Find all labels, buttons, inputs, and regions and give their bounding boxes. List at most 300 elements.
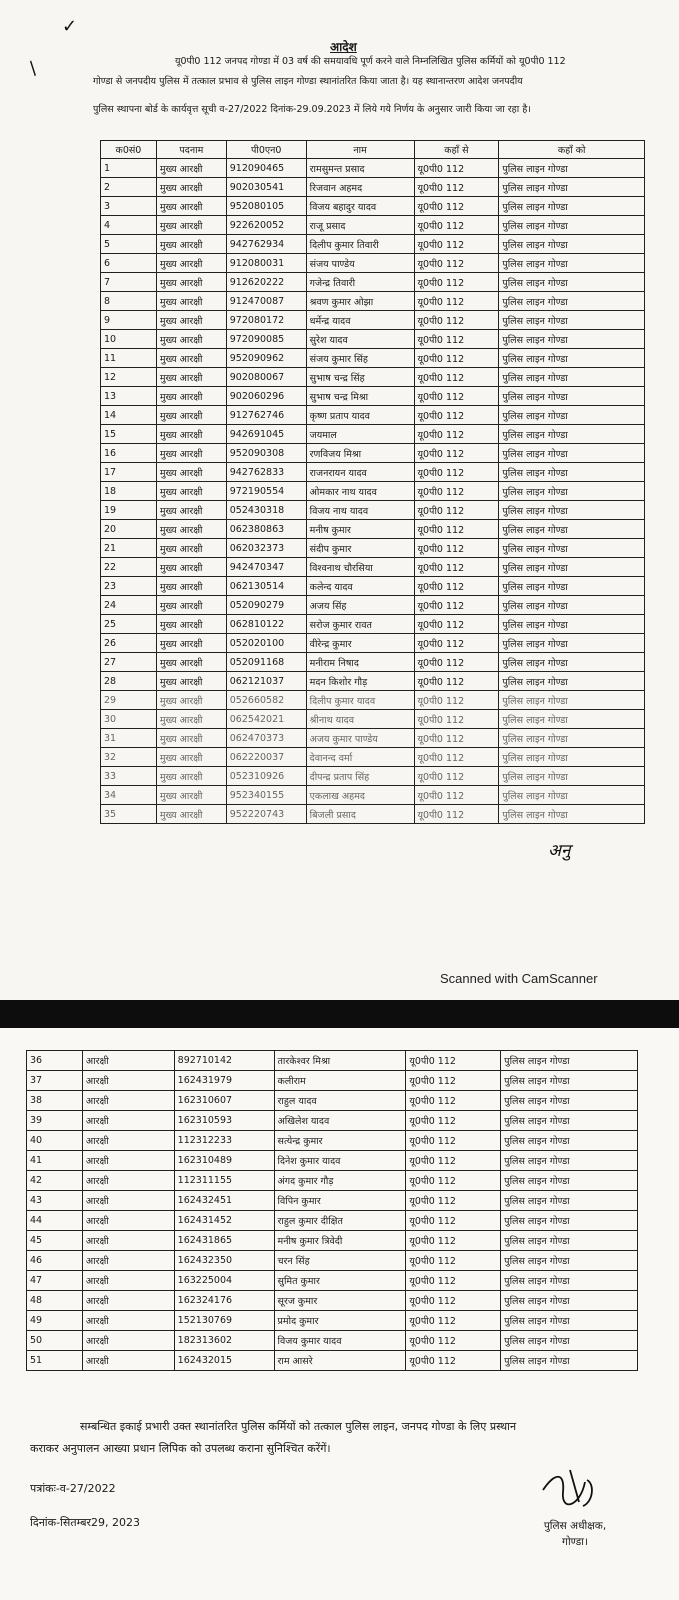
cell-from: यू0पी0 112 — [414, 767, 499, 786]
cell-to: पुलिस लाइन गोण्डा — [499, 482, 645, 501]
cell-from: यू0पी0 112 — [414, 406, 499, 425]
cell-serial: 43 — [27, 1191, 83, 1211]
intro-line-2: गोण्डा से जनपदीय पुलिस में तत्काल प्रभाव से पुलिस लाइन गोण्डा स्थानांतरित किया जाता है। यह स्थानान्तरण आदेश जनपदीय — [93, 76, 523, 87]
cell-serial: 18 — [101, 482, 157, 501]
cell-designation: मुख्य आरक्षी — [156, 330, 226, 349]
cell-serial: 3 — [101, 197, 157, 216]
cell-designation: आरक्षी — [82, 1351, 174, 1371]
table-row — [27, 1131, 638, 1151]
cell-from: यू0पी0 112 — [414, 805, 499, 824]
cell-from: यू0पी0 112 — [406, 1071, 501, 1091]
cell-serial: 39 — [27, 1111, 83, 1131]
cell-from: यू0पी0 112 — [414, 786, 499, 805]
cell-name: देवानन्द वर्मा — [306, 748, 414, 767]
table-row — [101, 292, 645, 311]
cell-from: यू0पी0 112 — [414, 596, 499, 615]
table-row — [27, 1311, 638, 1331]
cell-designation: आरक्षी — [82, 1171, 174, 1191]
cell-designation: मुख्य आरक्षी — [156, 501, 226, 520]
table-row — [101, 653, 645, 672]
cell-designation: आरक्षी — [82, 1211, 174, 1231]
cell-serial: 20 — [101, 520, 157, 539]
cell-from: यू0पी0 112 — [406, 1271, 501, 1291]
cell-name: बिजली प्रसाद — [306, 805, 414, 824]
cell-serial: 35 — [101, 805, 157, 824]
cell-name: सुरेश यादव — [306, 330, 414, 349]
cell-name: राहुल कुमार दीक्षित — [274, 1211, 406, 1231]
table-row — [27, 1151, 638, 1171]
cell-designation: मुख्य आरक्षी — [156, 254, 226, 273]
cell-pno: 052020100 — [226, 634, 306, 653]
cell-from: यू0पी0 112 — [414, 520, 499, 539]
cell-serial: 1 — [101, 159, 157, 178]
cell-serial: 50 — [27, 1331, 83, 1351]
table-row — [27, 1111, 638, 1131]
cell-from: यू0पी0 112 — [414, 235, 499, 254]
cell-name: विजय नाथ यादव — [306, 501, 414, 520]
cell-to: पुलिस लाइन गोण्डा — [501, 1071, 638, 1091]
cell-designation: मुख्य आरक्षी — [156, 311, 226, 330]
cell-pno: 902080067 — [226, 368, 306, 387]
cell-name: सूरज कुमार — [274, 1291, 406, 1311]
cell-designation: आरक्षी — [82, 1271, 174, 1291]
cell-designation: मुख्य आरक्षी — [156, 463, 226, 482]
cell-serial: 23 — [101, 577, 157, 596]
table-row — [101, 368, 645, 387]
closing-line-1: सम्बन्धित इकाई प्रभारी उक्त स्थानांतरित पुलिस कर्मियों को तत्काल पुलिस लाइन, जनपद गोण्डा के लिए प्रस्थान — [80, 1420, 517, 1433]
transfer-table-page2 — [26, 1050, 638, 1371]
cell-from: यू0पी0 112 — [414, 501, 499, 520]
cell-to: पुलिस लाइन गोण्डा — [499, 330, 645, 349]
cell-designation: मुख्य आरक्षी — [156, 634, 226, 653]
cell-from: यू0पी0 112 — [406, 1171, 501, 1191]
table-row — [101, 539, 645, 558]
cell-designation: आरक्षी — [82, 1071, 174, 1091]
cell-pno: 162310489 — [174, 1151, 274, 1171]
table-row — [27, 1211, 638, 1231]
cell-pno: 162431865 — [174, 1231, 274, 1251]
cell-from: यू0पी0 112 — [414, 577, 499, 596]
cell-name: मनीष कुमार त्रिवेदी — [274, 1231, 406, 1251]
order-heading: आदेश — [330, 40, 357, 54]
cell-serial: 42 — [27, 1171, 83, 1191]
cell-serial: 45 — [27, 1231, 83, 1251]
cell-from: यू0पी0 112 — [414, 748, 499, 767]
cell-designation: मुख्य आरक्षी — [156, 159, 226, 178]
cell-pno: 952220743 — [226, 805, 306, 824]
scanner-watermark: Scanned with CamScanner — [440, 971, 598, 986]
cell-to: पुलिस लाइन गोण्डा — [501, 1211, 638, 1231]
cell-designation: आरक्षी — [82, 1111, 174, 1131]
cell-to: पुलिस लाइन गोण्डा — [499, 387, 645, 406]
cell-name: दीपन्द्र प्रताप सिंह — [306, 767, 414, 786]
cell-pno: 062220037 — [226, 748, 306, 767]
table-row — [101, 197, 645, 216]
cell-from: यू0पी0 112 — [414, 634, 499, 653]
page-separator — [0, 1000, 679, 1028]
cell-from: यू0पी0 112 — [414, 273, 499, 292]
cell-from: यू0पी0 112 — [414, 330, 499, 349]
cell-to: पुलिस लाइन गोण्डा — [501, 1191, 638, 1211]
cell-name: चरन सिंह — [274, 1251, 406, 1271]
cell-name: संजय कुमार सिंह — [306, 349, 414, 368]
cell-to: पुलिस लाइन गोण्डा — [501, 1091, 638, 1111]
table-row — [101, 178, 645, 197]
cell-pno: 162324176 — [174, 1291, 274, 1311]
cell-to: पुलिस लाइन गोण्डा — [499, 672, 645, 691]
cell-to: पुलिस लाइन गोण्डा — [499, 349, 645, 368]
cell-designation: मुख्य आरक्षी — [156, 482, 226, 501]
cell-designation: मुख्य आरक्षी — [156, 216, 226, 235]
cell-designation: आरक्षी — [82, 1091, 174, 1111]
cell-serial: 21 — [101, 539, 157, 558]
cell-pno: 942762833 — [226, 463, 306, 482]
table-row — [101, 216, 645, 235]
cell-pno: 052310926 — [226, 767, 306, 786]
cell-name: अजय कुमार पाण्डेय — [306, 729, 414, 748]
cell-name: श्रीनाथ यादव — [306, 710, 414, 729]
intro-line-3: पुलिस स्थापना बोर्ड के कार्यवृत्त सूची व-27/2022 दिनांक-29.09.2023 में लिये गये निर्णय के अनुसार जारी किया जा रहा है। — [93, 104, 531, 115]
cell-to: पुलिस लाइन गोण्डा — [499, 691, 645, 710]
cell-name: मनीष कुमार — [306, 520, 414, 539]
cell-pno: 062470373 — [226, 729, 306, 748]
cell-designation: मुख्य आरक्षी — [156, 406, 226, 425]
table-row — [27, 1071, 638, 1091]
cell-name: कृष्ण प्रताप यादव — [306, 406, 414, 425]
cell-name: धर्मेन्द्र यादव — [306, 311, 414, 330]
cell-to: पुलिस लाइन गोण्डा — [499, 710, 645, 729]
table-row — [27, 1331, 638, 1351]
cell-from: यू0पी0 112 — [406, 1311, 501, 1331]
cell-serial: 38 — [27, 1091, 83, 1111]
cell-serial: 15 — [101, 425, 157, 444]
cell-designation: आरक्षी — [82, 1051, 174, 1071]
cell-from: यू0पी0 112 — [406, 1051, 501, 1071]
cell-to: पुलिस लाइन गोण्डा — [499, 406, 645, 425]
cell-serial: 12 — [101, 368, 157, 387]
cell-designation: मुख्य आरक्षी — [156, 805, 226, 824]
cell-pno: 052091168 — [226, 653, 306, 672]
cell-serial: 49 — [27, 1311, 83, 1331]
intro-line-1: यू0पी0 112 जनपद गोण्डा में 03 वर्ष की समयावधि पूर्ण करने वाले निम्नलिखित पुलिस कर्मियों को यू0पी0 112 — [175, 56, 566, 67]
table-row — [101, 387, 645, 406]
cell-name: मदन किशोर गौड़ — [306, 672, 414, 691]
table-row — [101, 577, 645, 596]
cell-name: संजय पाण्डेय — [306, 254, 414, 273]
cell-pno: 912620222 — [226, 273, 306, 292]
cell-serial: 19 — [101, 501, 157, 520]
cell-from: यू0पी0 112 — [414, 159, 499, 178]
cell-from: यू0पी0 112 — [414, 349, 499, 368]
cell-name: दिलीप कुमार यादव — [306, 691, 414, 710]
cell-from: यू0पी0 112 — [406, 1111, 501, 1131]
cell-pno: 162432015 — [174, 1351, 274, 1371]
cell-from: यू0पी0 112 — [406, 1211, 501, 1231]
cell-to: पुलिस लाइन गोण्डा — [499, 463, 645, 482]
cell-name: संदीप कुमार — [306, 539, 414, 558]
table-row — [27, 1291, 638, 1311]
cell-from: यू0पी0 112 — [406, 1231, 501, 1251]
cell-to: पुलिस लाइन गोण्डा — [501, 1051, 638, 1071]
cell-to: पुलिस लाइन गोण्डा — [501, 1111, 638, 1131]
header-from: कहाँ से — [414, 141, 499, 159]
cell-to: पुलिस लाइन गोण्डा — [499, 653, 645, 672]
cell-designation: मुख्य आरक्षी — [156, 178, 226, 197]
cell-name: मनीराम निषाद — [306, 653, 414, 672]
cell-pno: 162432451 — [174, 1191, 274, 1211]
cell-from: यू0पी0 112 — [406, 1291, 501, 1311]
cell-serial: 51 — [27, 1351, 83, 1371]
cell-to: पुलिस लाइन गोण्डा — [499, 444, 645, 463]
cell-name: तारकेश्वर मिश्रा — [274, 1051, 406, 1071]
cell-from: यू0पी0 112 — [414, 387, 499, 406]
cell-to: पुलिस लाइन गोण्डा — [501, 1171, 638, 1191]
cell-to: पुलिस लाइन गोण्डा — [499, 368, 645, 387]
cell-to: पुलिस लाइन गोण्डा — [501, 1291, 638, 1311]
table-row — [101, 805, 645, 824]
cell-serial: 36 — [27, 1051, 83, 1071]
cell-pno: 952340155 — [226, 786, 306, 805]
table-row — [101, 634, 645, 653]
cell-designation: मुख्य आरक्षी — [156, 273, 226, 292]
cell-name: अखिलेश यादव — [274, 1111, 406, 1131]
cell-from: यू0पी0 112 — [414, 216, 499, 235]
cell-pno: 912762746 — [226, 406, 306, 425]
signatory-title: पुलिस अधीक्षक, — [543, 1520, 607, 1532]
table-row — [101, 748, 645, 767]
cell-to: पुलिस लाइन गोण्डा — [499, 311, 645, 330]
cell-from: यू0पी0 112 — [414, 615, 499, 634]
cell-name: सरोज कुमार रावत — [306, 615, 414, 634]
cell-to: पुलिस लाइन गोण्डा — [501, 1271, 638, 1291]
cell-to: पुलिस लाइन गोण्डा — [499, 539, 645, 558]
cell-serial: 30 — [101, 710, 157, 729]
cell-name: विश्वनाथ चौरसिया — [306, 558, 414, 577]
cell-designation: मुख्य आरक्षी — [156, 539, 226, 558]
cell-designation: मुख्य आरक्षी — [156, 710, 226, 729]
cell-from: यू0पी0 112 — [406, 1251, 501, 1271]
cell-from: यू0पी0 112 — [406, 1191, 501, 1211]
cell-from: यू0पी0 112 — [414, 254, 499, 273]
table-row — [101, 786, 645, 805]
cell-serial: 24 — [101, 596, 157, 615]
cell-designation: मुख्य आरक्षी — [156, 235, 226, 254]
cell-pno: 052090279 — [226, 596, 306, 615]
cell-pno: 162310607 — [174, 1091, 274, 1111]
cell-from: यू0पी0 112 — [414, 539, 499, 558]
cell-to: पुलिस लाइन गोण्डा — [499, 216, 645, 235]
cell-serial: 28 — [101, 672, 157, 691]
cell-to: पुलिस लाइन गोण्डा — [501, 1331, 638, 1351]
cell-name: गजेन्द्र तिवारी — [306, 273, 414, 292]
cell-name: दिलीप कुमार तिवारी — [306, 235, 414, 254]
cell-pno: 112311155 — [174, 1171, 274, 1191]
cell-designation: मुख्य आरक्षी — [156, 729, 226, 748]
table-row — [101, 615, 645, 634]
cell-serial: 26 — [101, 634, 157, 653]
cell-to: पुलिस लाइन गोण्डा — [499, 254, 645, 273]
cell-pno: 892710142 — [174, 1051, 274, 1071]
cell-pno: 952080105 — [226, 197, 306, 216]
table-row — [101, 254, 645, 273]
table-row — [101, 406, 645, 425]
table-row — [101, 767, 645, 786]
cell-serial: 37 — [27, 1071, 83, 1091]
cell-designation: मुख्य आरक्षी — [156, 444, 226, 463]
cell-designation: आरक्षी — [82, 1251, 174, 1271]
cell-from: यू0पी0 112 — [414, 311, 499, 330]
cell-to: पुलिस लाइन गोण्डा — [499, 729, 645, 748]
table-row — [101, 691, 645, 710]
cell-serial: 9 — [101, 311, 157, 330]
table-row — [101, 672, 645, 691]
cell-name: रणविजय मिश्रा — [306, 444, 414, 463]
header-designation: पदनाम — [156, 141, 226, 159]
table-row — [101, 349, 645, 368]
signature-scribble — [535, 1462, 605, 1522]
cell-name: राम आसरे — [274, 1351, 406, 1371]
cell-pno: 052430318 — [226, 501, 306, 520]
cell-designation: मुख्य आरक्षी — [156, 387, 226, 406]
cell-serial: 34 — [101, 786, 157, 805]
cell-pno: 162431979 — [174, 1071, 274, 1091]
cell-to: पुलिस लाइन गोण्डा — [499, 178, 645, 197]
cell-serial: 11 — [101, 349, 157, 368]
table-row — [101, 729, 645, 748]
cell-name: अंगद कुमार गौड़ — [274, 1171, 406, 1191]
cell-to: पुलिस लाइन गोण्डा — [499, 425, 645, 444]
cell-name: प्रमोद कुमार — [274, 1311, 406, 1331]
table-row — [101, 558, 645, 577]
cell-designation: मुख्य आरक्षी — [156, 653, 226, 672]
cell-designation: मुख्य आरक्षी — [156, 368, 226, 387]
cell-pno: 942762934 — [226, 235, 306, 254]
cell-name: अजय सिंह — [306, 596, 414, 615]
cell-name: श्रवण कुमार ओझा — [306, 292, 414, 311]
cell-pno: 912080031 — [226, 254, 306, 273]
letter-date: दिनांक-सितम्बर29, 2023 — [30, 1516, 140, 1529]
cell-designation: मुख्य आरक्षी — [156, 767, 226, 786]
table-row — [101, 273, 645, 292]
header-serial: क0सं0 — [101, 141, 157, 159]
cell-serial: 25 — [101, 615, 157, 634]
cell-name: सत्येन्द्र कुमार — [274, 1131, 406, 1151]
cell-from: यू0पी0 112 — [414, 178, 499, 197]
cell-from: यू0पी0 112 — [414, 672, 499, 691]
table-row — [101, 311, 645, 330]
cell-pno: 162431452 — [174, 1211, 274, 1231]
cell-serial: 13 — [101, 387, 157, 406]
cell-name: सुभाष चन्द्र मिश्रा — [306, 387, 414, 406]
cell-to: पुलिस लाइन गोण्डा — [499, 159, 645, 178]
cell-serial: 31 — [101, 729, 157, 748]
cell-serial: 46 — [27, 1251, 83, 1271]
closing-line-2: कराकर अनुपालन आख्या प्रधान लिपिक को उपलब्ध कराना सुनिश्चित करेंगें। — [30, 1442, 331, 1455]
cell-to: पुलिस लाइन गोण्डा — [499, 235, 645, 254]
cell-to: पुलिस लाइन गोण्डा — [499, 767, 645, 786]
cell-to: पुलिस लाइन गोण्डा — [499, 520, 645, 539]
cell-to: पुलिस लाइन गोण्डा — [501, 1251, 638, 1271]
cell-name: विजय कुमार यादव — [274, 1331, 406, 1351]
table-row — [101, 482, 645, 501]
cell-from: यू0पी0 112 — [414, 710, 499, 729]
cell-pno: 062810122 — [226, 615, 306, 634]
cell-pno: 922620052 — [226, 216, 306, 235]
cell-designation: आरक्षी — [82, 1191, 174, 1211]
cell-designation: आरक्षी — [82, 1231, 174, 1251]
table-row — [101, 425, 645, 444]
cell-serial: 32 — [101, 748, 157, 767]
cell-from: यू0पी0 112 — [406, 1331, 501, 1351]
cell-designation: आरक्षी — [82, 1311, 174, 1331]
cell-serial: 17 — [101, 463, 157, 482]
table-row — [27, 1171, 638, 1191]
cell-to: पुलिस लाइन गोण्डा — [499, 596, 645, 615]
cell-designation: आरक्षी — [82, 1291, 174, 1311]
cell-name: दिनेश कुमार यादव — [274, 1151, 406, 1171]
cell-from: यू0पी0 112 — [414, 691, 499, 710]
cell-serial: 33 — [101, 767, 157, 786]
cell-pno: 912470087 — [226, 292, 306, 311]
table-row — [27, 1231, 638, 1251]
cell-from: यू0पी0 112 — [414, 558, 499, 577]
cell-serial: 40 — [27, 1131, 83, 1151]
cell-to: पुलिस लाइन गोण्डा — [501, 1351, 638, 1371]
cell-serial: 47 — [27, 1271, 83, 1291]
cell-pno: 942691045 — [226, 425, 306, 444]
cell-serial: 16 — [101, 444, 157, 463]
cell-from: यू0पी0 112 — [406, 1151, 501, 1171]
cell-designation: मुख्य आरक्षी — [156, 292, 226, 311]
transfer-table-page1 — [100, 140, 645, 824]
table-row — [101, 159, 645, 178]
cell-serial: 27 — [101, 653, 157, 672]
cell-pno: 052660582 — [226, 691, 306, 710]
cell-designation: मुख्य आरक्षी — [156, 425, 226, 444]
cell-name: राहुल यादव — [274, 1091, 406, 1111]
cell-pno: 162432350 — [174, 1251, 274, 1271]
cell-name: एकलाख अहमद — [306, 786, 414, 805]
cell-name: कलीराम — [274, 1071, 406, 1091]
cell-name: रामसुमन्त प्रसाद — [306, 159, 414, 178]
cell-pno: 942470347 — [226, 558, 306, 577]
cell-to: पुलिस लाइन गोण्डा — [499, 615, 645, 634]
cell-to: पुलिस लाइन गोण्डा — [501, 1231, 638, 1251]
pen-stroke-mark: / — [24, 58, 42, 79]
cell-name: वीरेन्द्र कुमार — [306, 634, 414, 653]
cell-to: पुलिस लाइन गोण्डा — [499, 577, 645, 596]
cell-from: यू0पी0 112 — [406, 1351, 501, 1371]
cell-designation: मुख्य आरक्षी — [156, 558, 226, 577]
cell-pno: 152130769 — [174, 1311, 274, 1331]
cell-pno: 972090085 — [226, 330, 306, 349]
cell-name: रिजवान अहमद — [306, 178, 414, 197]
table-row — [101, 596, 645, 615]
cell-pno: 163225004 — [174, 1271, 274, 1291]
cell-designation: मुख्य आरक्षी — [156, 615, 226, 634]
cell-to: पुलिस लाइन गोण्डा — [499, 197, 645, 216]
pen-tick-mark: ✓ — [62, 16, 78, 37]
cell-to: पुलिस लाइन गोण्डा — [501, 1131, 638, 1151]
header-to: कहाँ को — [499, 141, 645, 159]
cell-designation: आरक्षी — [82, 1151, 174, 1171]
cell-designation: मुख्य आरक्षी — [156, 596, 226, 615]
cell-serial: 7 — [101, 273, 157, 292]
cell-to: पुलिस लाइन गोण्डा — [501, 1151, 638, 1171]
cell-designation: मुख्य आरक्षी — [156, 520, 226, 539]
table-row — [101, 235, 645, 254]
cell-name: विजय बहादुर यादव — [306, 197, 414, 216]
